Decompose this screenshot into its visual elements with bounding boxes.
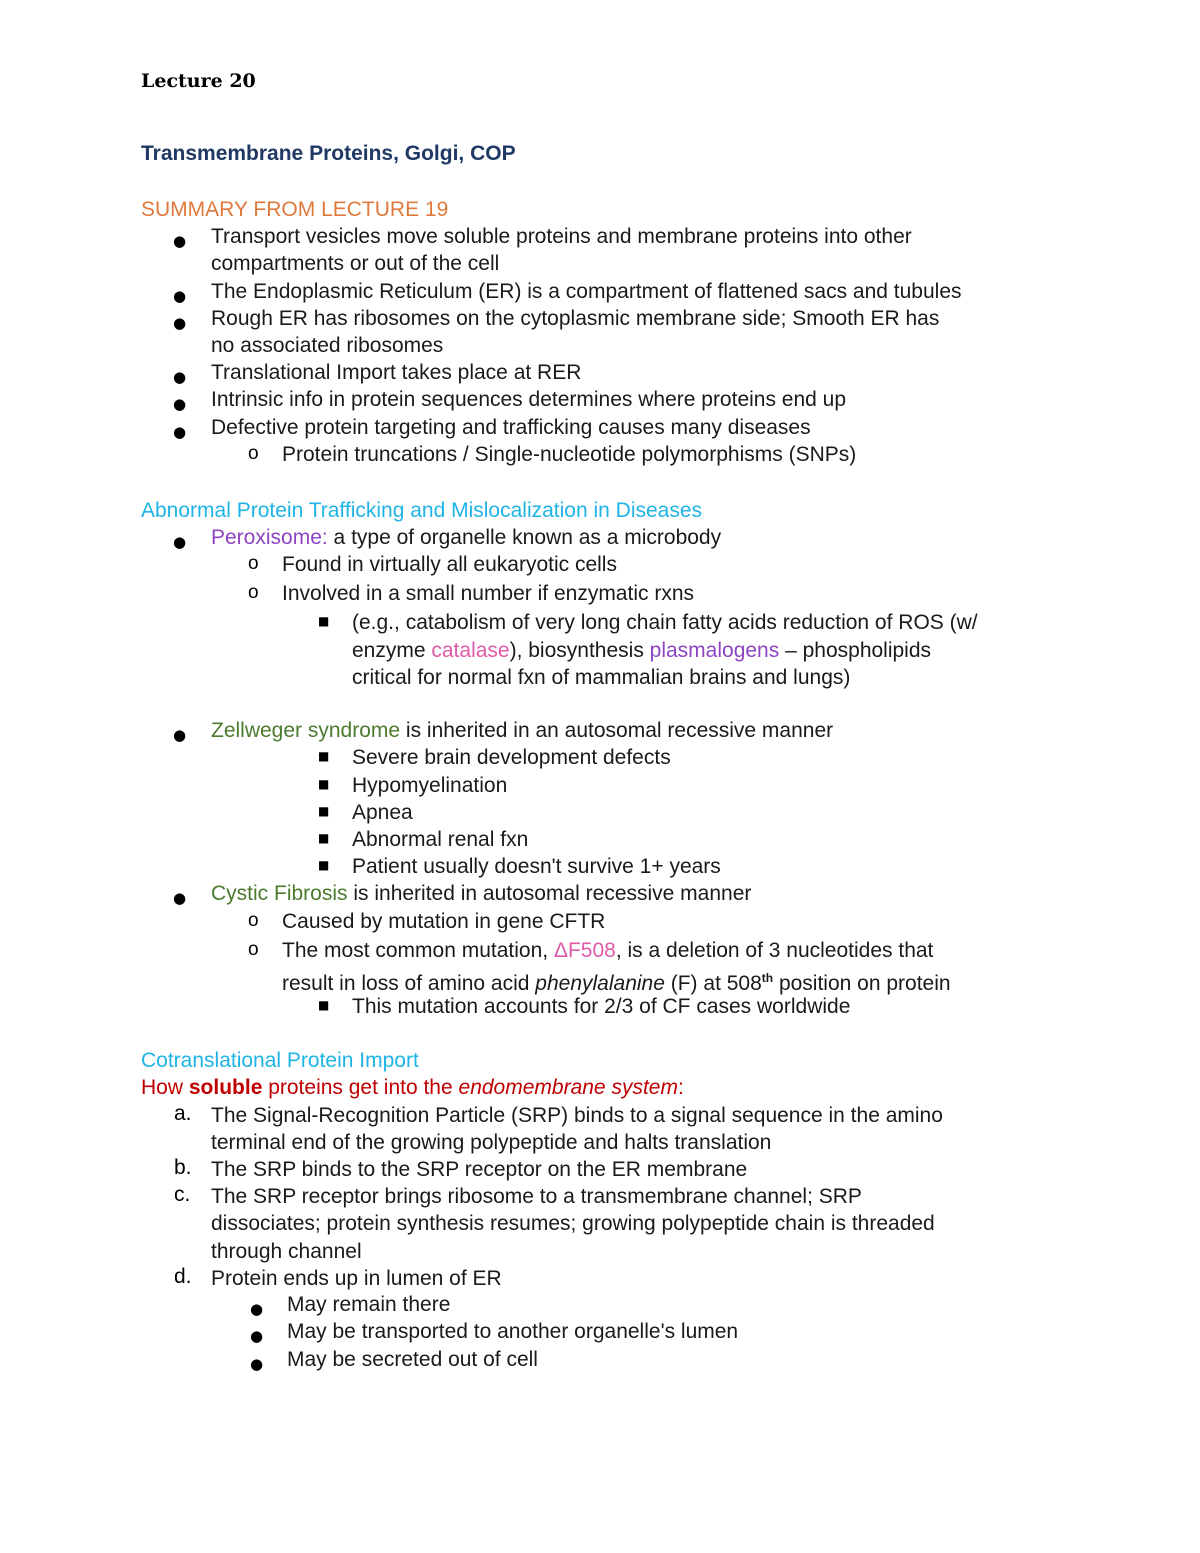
bullet-icon: ● <box>173 726 187 744</box>
circle-bullet-icon: o <box>248 910 259 931</box>
square-bullet-icon: ■ <box>318 804 330 818</box>
step-line: The Signal-Recognition Particle (SRP) binds to a signal sequence in the amino <box>211 1104 943 1127</box>
ordinal-suffix: th <box>761 971 774 985</box>
step-label: b. <box>174 1156 192 1179</box>
cf-detail: This mutation accounts for 2/3 of CF cases worldwide <box>352 995 851 1018</box>
bullet-icon: ● <box>173 395 187 413</box>
step-line: dissociates; protein synthesis resumes; growing polypeptide chain is threaded <box>211 1212 935 1235</box>
peroxisome-detail: critical for normal fxn of mammalian brains and lungs) <box>352 666 851 689</box>
cf-text: position on protein <box>773 972 951 995</box>
peroxisome-term: Peroxisome: <box>211 526 328 549</box>
phenylalanine-term: phenylalanine <box>535 972 665 995</box>
summary-line: Rough ER has ribosomes on the cytoplasmic membrane side; Smooth ER has <box>211 307 940 330</box>
step-line: terminal end of the growing polypeptide and halts translation <box>211 1131 772 1154</box>
catalase-term: catalase <box>431 639 510 662</box>
summary-line: no associated ribosomes <box>211 334 444 357</box>
summary-line: Intrinsic info in protein sequences determines where proteins end up <box>211 388 847 411</box>
step-line: through channel <box>211 1240 362 1263</box>
summary-line: Translational Import takes place at RER <box>211 361 582 384</box>
peroxisome-sub: Involved in a small number if enzymatic rxns <box>282 582 694 605</box>
abnormal-heading: Abnormal Protein Trafficking and Mislocalization in Diseases <box>141 499 703 522</box>
cf-sub: Caused by mutation in gene CFTR <box>282 910 606 933</box>
step-line: Protein ends up in lumen of ER <box>211 1267 502 1290</box>
zellweger-term: Zellweger syndrome <box>211 719 401 742</box>
zellweger-item: Apnea <box>352 801 413 824</box>
summary-heading: SUMMARY FROM LECTURE 19 <box>141 198 449 221</box>
summary-line: Defective protein targeting and trafficking causes many diseases <box>211 416 811 439</box>
circle-bullet-icon: o <box>248 939 259 960</box>
bullet-icon: ● <box>173 314 187 332</box>
how-text: How <box>141 1076 189 1099</box>
cf-text: (F) at 508 <box>664 972 762 995</box>
square-bullet-icon: ■ <box>318 614 330 628</box>
square-bullet-icon: ■ <box>318 777 330 791</box>
bullet-icon: ● <box>250 1355 264 1373</box>
cf-text: , is a deletion of 3 nucleotides that <box>615 939 934 962</box>
circle-bullet-icon: o <box>248 553 259 574</box>
detail-text: ), biosynthesis <box>509 639 650 662</box>
circle-bullet-icon: o <box>248 582 259 603</box>
step-line: The SRP binds to the SRP receptor on the ER membrane <box>211 1158 748 1181</box>
peroxisome-sub: Found in virtually all eukaryotic cells <box>282 553 617 576</box>
square-bullet-icon: ■ <box>318 858 330 872</box>
circle-bullet-icon: o <box>248 443 259 464</box>
how-line <box>141 1074 684 1101</box>
fate-item: May be secreted out of cell <box>287 1348 538 1371</box>
cf-text: is inherited in autosomal recessive manner <box>347 882 752 905</box>
step-label: d. <box>174 1265 192 1288</box>
peroxisome-def: a type of organelle known as a microbody <box>327 526 722 549</box>
detail-text: – phospholipids <box>779 639 932 662</box>
square-bullet-icon: ■ <box>318 831 330 845</box>
page-title: Transmembrane Proteins, Golgi, COP <box>141 142 516 165</box>
step-line: The SRP receptor brings ribosome to a transmembrane channel; SRP <box>211 1185 862 1208</box>
zellweger-item: Patient usually doesn't survive 1+ years <box>352 855 721 878</box>
bullet-icon: ● <box>173 287 187 305</box>
how-text: proteins get into the <box>262 1076 459 1099</box>
summary-line: Protein truncations / Single-nucleotide polymorphisms (SNPs) <box>282 443 857 466</box>
bullet-icon: ● <box>250 1300 264 1318</box>
endomembrane-term: endomembrane system <box>458 1076 678 1099</box>
cotranslational-heading: Cotranslational Protein Import <box>141 1049 419 1072</box>
cf-text: The most common mutation, <box>282 939 554 962</box>
how-text: : <box>677 1076 684 1099</box>
summary-line: compartments or out of the cell <box>211 252 500 275</box>
bullet-icon: ● <box>173 232 187 250</box>
plasmalogens-term: plasmalogens <box>649 639 780 662</box>
step-label: c. <box>174 1183 191 1206</box>
soluble-term: soluble <box>188 1076 263 1099</box>
square-bullet-icon: ■ <box>318 998 330 1012</box>
detail-text: enzyme <box>352 639 432 662</box>
lecture-label: Lecture 20 <box>141 70 256 92</box>
zellweger-item: Severe brain development defects <box>352 746 671 769</box>
cf-text: result in loss of amino acid <box>282 972 536 995</box>
zellweger-item: Hypomyelination <box>352 774 508 797</box>
summary-line: The Endoplasmic Reticulum (ER) is a compartment of flattened sacs and tubules <box>211 280 962 303</box>
cf-line <box>211 880 751 907</box>
summary-line: Transport vesicles move soluble proteins and membrane proteins into other <box>211 225 912 248</box>
bullet-icon: ● <box>173 533 187 551</box>
fate-item: May remain there <box>287 1293 451 1316</box>
cf-term: Cystic Fibrosis <box>211 882 348 905</box>
bullet-icon: ● <box>173 423 187 441</box>
peroxisome-detail: (e.g., catabolism of very long chain fatty acids reduction of ROS (w/ <box>352 611 978 634</box>
fate-item: May be transported to another organelle's lumen <box>287 1320 739 1343</box>
peroxisome-detail <box>352 637 931 664</box>
cf-sub <box>282 937 933 964</box>
zellweger-line <box>211 717 833 744</box>
bullet-icon: ● <box>250 1327 264 1345</box>
deltaf508-term: ΔF508 <box>553 939 616 962</box>
peroxisome-line <box>211 524 721 551</box>
square-bullet-icon: ■ <box>318 749 330 763</box>
bullet-icon: ● <box>173 368 187 386</box>
zellweger-text: is inherited in an autosomal recessive manner <box>400 719 834 742</box>
zellweger-item: Abnormal renal fxn <box>352 828 529 851</box>
bullet-icon: ● <box>173 889 187 907</box>
step-label: a. <box>174 1102 192 1125</box>
